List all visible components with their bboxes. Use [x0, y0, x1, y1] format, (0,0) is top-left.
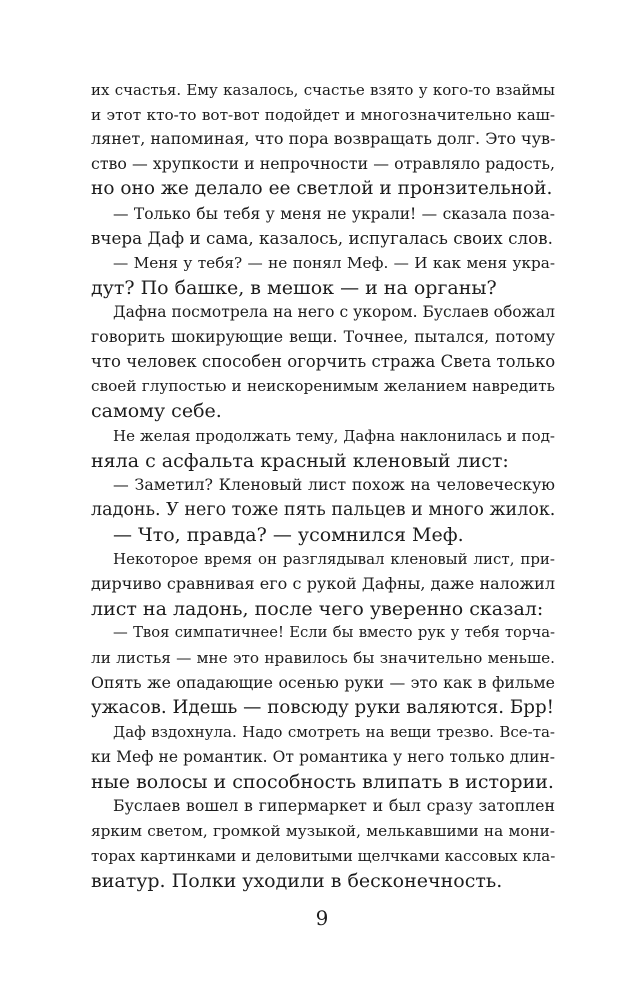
paragraph — [91, 202, 555, 251]
text-line: и этот кто-то вот-вот подойдет и многозначительно каш- — [91, 105, 555, 124]
text-line: — Твоя симпатичнее! Если бы вместо рук у тебя торча- — [113, 624, 555, 642]
text-line: ки Меф не романтик. От романтика у него только длин- — [91, 747, 555, 766]
text-line: ужасов. Идешь — повсюду руки валяются. Брр! — [91, 696, 554, 718]
text-line: говорить шокирующие вещи. Точнее, пытался, потому — [91, 327, 555, 347]
text-line: но оно же делало ее светлой и пронзительной. — [91, 177, 553, 199]
paragraph — [91, 547, 555, 621]
text-line: — Меня у тебя? — не понял Меф. — И как меня укра- — [113, 253, 555, 272]
text-line: ярким светом, громкой музыкой, мелькавшими на мони- — [91, 822, 555, 841]
text-line: Некоторое время он разглядывал кленовый лист, при- — [113, 550, 555, 569]
text-line: лист на ладонь, после чего уверенно сказал: — [91, 597, 544, 620]
text-line: лянет, напоминая, что пора возвращать долг. Это чув- — [91, 129, 556, 149]
text-line: что человек способен огорчить стража Света только — [91, 351, 556, 371]
text-line: Не желая продолжать тему, Дафна наклонилась и под- — [113, 426, 555, 445]
text-line: ство — хрупкости и непрочности — отравляло радость, — [91, 154, 555, 174]
text-line: вчера Даф и сама, казалось, испугалась своих слов. — [91, 228, 553, 249]
text-line: самому себе. — [91, 400, 222, 423]
paragraph — [91, 794, 555, 893]
paragraph — [91, 473, 555, 522]
text-line: Буслаев вошел в гипермаркет и был сразу затоплен — [113, 796, 555, 816]
text-line: Дафна посмотрела на него с укором. Буслаев обожал — [113, 303, 555, 322]
text-line: ладонь. У него тоже пять пальцев и много жилок. — [91, 499, 556, 520]
text-line: — Что, правда? — усомнился Меф. — [113, 523, 464, 546]
text-line: Опять же опадающие осенью руки — это как в фильме — [91, 672, 555, 692]
paragraph — [91, 720, 555, 794]
paragraph — [91, 523, 555, 548]
text-line: няла с асфальта красный кленовый лист: — [91, 449, 509, 472]
page-text — [91, 78, 555, 893]
text-line: ные волосы и способность влипать в истории. — [91, 770, 554, 793]
text-line: — Только бы тебя у меня не украли! — сказала поза- — [113, 204, 555, 223]
paragraph — [91, 621, 555, 720]
text-line: Даф вздохнула. Надо смотреть на вещи трезво. Все-та- — [113, 723, 555, 742]
page-number: 9 — [315, 906, 329, 930]
paragraph — [91, 251, 555, 300]
text-line: — Заметил? Кленовый лист похож на человеческую — [113, 475, 555, 495]
text-line: виатур. Полки уходили в бесконечность. — [91, 869, 503, 892]
text-line: дирчиво сравнивая его с рукой Дафны, даже наложил — [91, 574, 555, 594]
paragraph — [91, 78, 555, 202]
text-line: ли листья — мне это нравилось бы значительно меньше. — [91, 649, 555, 668]
text-line: дут? По башке, в мешок — и на органы? — [91, 276, 497, 299]
text-line: своей глупостью и неискоренимым желанием навредить — [91, 377, 555, 396]
paragraph — [91, 300, 555, 424]
text-line: торах картинками и деловитыми щелчками кассовых кла- — [91, 846, 556, 865]
text-line: их счастья. Ему казалось, счастье взято у кого-то взаймы — [91, 81, 555, 99]
paragraph — [91, 424, 555, 473]
